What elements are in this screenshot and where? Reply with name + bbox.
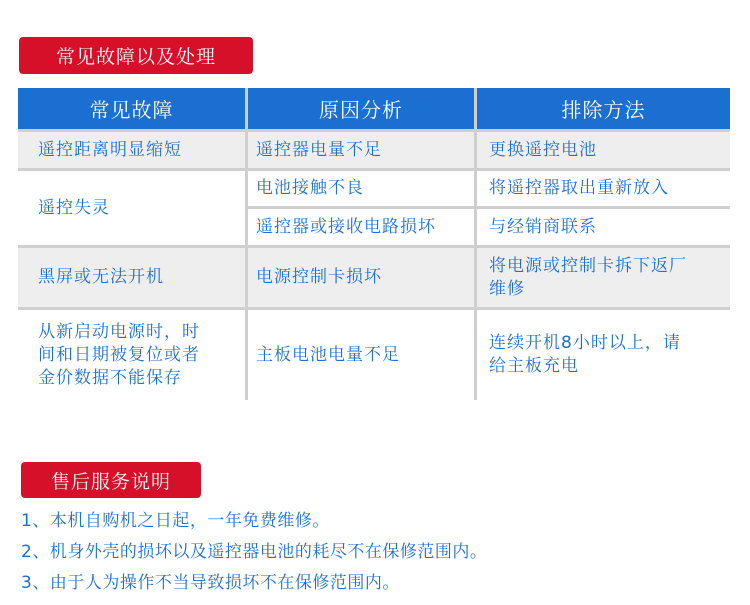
section-title-after-sales: 售后服务说明	[21, 462, 201, 498]
row3-fix-line1: 将电源或控制卡拆下返厂	[489, 255, 687, 276]
section-title-troubleshooting: 常见故障以及处理	[19, 37, 253, 74]
row3-fix-line2: 维修	[489, 278, 525, 299]
row1-cause: 遥控器电量不足	[248, 132, 474, 168]
row2-cause-a: 电池接触不良	[248, 171, 474, 206]
row3-fix	[477, 248, 730, 307]
row4-fault-line1: 从新启动电源时，时	[38, 321, 200, 342]
row2-cause-b: 遥控器或接收电路损坏	[248, 209, 474, 245]
row2-fault: 遥控失灵	[18, 171, 245, 245]
after-sales-list	[21, 510, 487, 603]
row4-fix-line2: 给主板充电	[489, 356, 579, 376]
troubleshooting-table	[18, 88, 730, 400]
row2-fix-a: 将遥控器取出重新放入	[477, 171, 730, 206]
list-item: 1、本机自购机之日起，一年免费维修。	[21, 511, 330, 531]
row4-fault-line2: 间和日期被复位或者	[38, 344, 200, 365]
list-item: 3、由于人为操作不当导致损坏不在保修范围内。	[21, 573, 400, 593]
row4-fix-line1: 连续开机8小时以上，请	[489, 333, 681, 353]
row4-cause: 主板电池电量不足	[248, 310, 474, 400]
row1-fix: 更换遥控电池	[477, 132, 730, 168]
row4-fault-line3: 金价数据不能保存	[38, 367, 182, 388]
row4-fault	[18, 310, 245, 400]
row4-fix	[477, 310, 730, 400]
row1-fault: 遥控距离明显缩短	[18, 132, 245, 168]
row3-cause: 电源控制卡损坏	[248, 248, 474, 307]
row2-fix-b: 与经销商联系	[477, 209, 730, 245]
header-cause: 原因分析	[248, 88, 474, 129]
row3-fault: 黑屏或无法开机	[18, 248, 245, 307]
header-fault: 常见故障	[18, 88, 245, 129]
header-fix: 排除方法	[477, 88, 730, 129]
list-item: 2、机身外壳的损坏以及遥控器电池的耗尽不在保修范围内。	[21, 542, 488, 562]
